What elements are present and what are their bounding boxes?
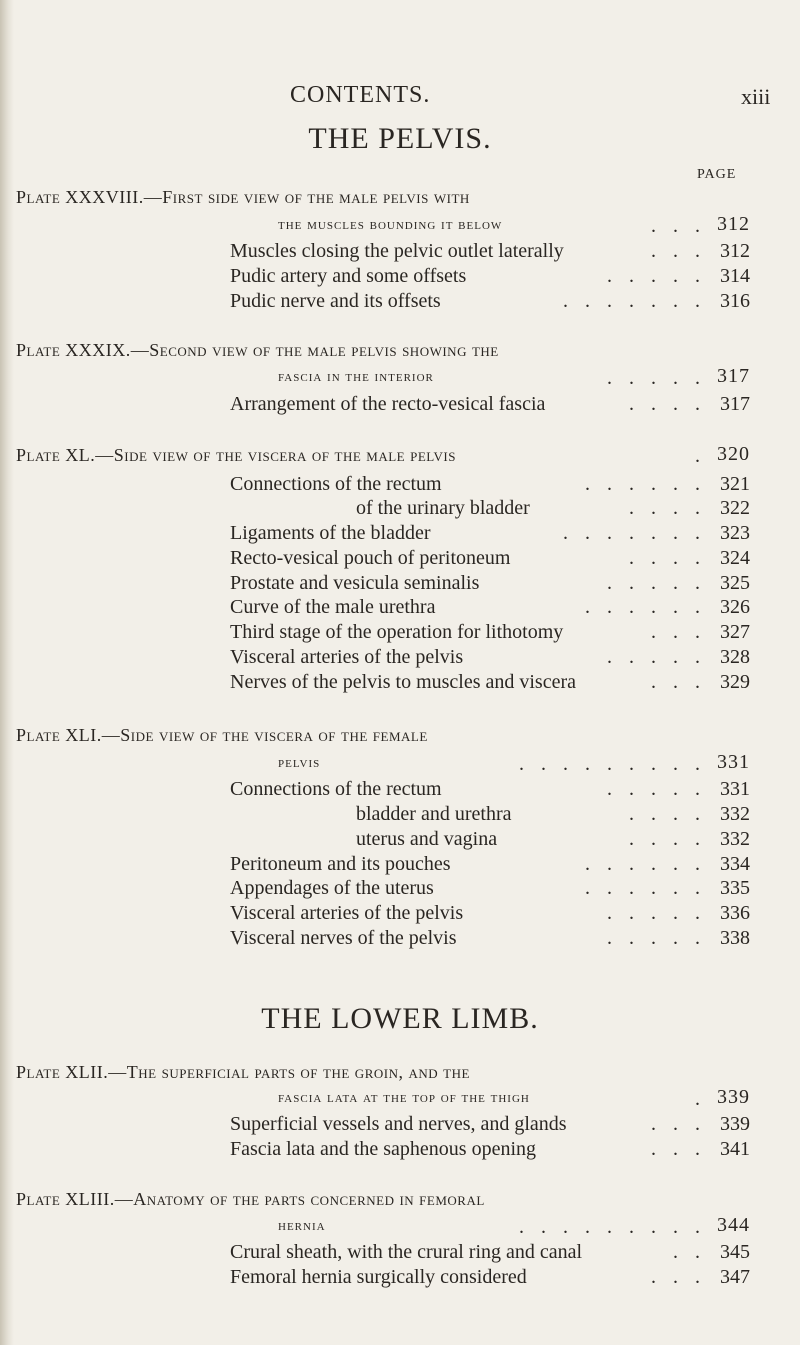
leader-dots: . . xyxy=(673,1241,706,1263)
toc-entry xyxy=(230,646,750,674)
toc-entry xyxy=(356,497,750,525)
toc-entry xyxy=(230,877,750,905)
page-ref: 323 xyxy=(720,522,750,544)
page-ref: 331 xyxy=(717,753,750,773)
toc-entry xyxy=(230,522,750,550)
plate-continuation xyxy=(278,753,750,781)
plate-label: Plate XL. xyxy=(16,445,96,465)
toc-entry xyxy=(230,1241,750,1269)
entry-text: Visceral nerves of the pelvis xyxy=(230,927,457,949)
leader-dots: . . . . . . . . . xyxy=(519,753,706,775)
entry-text: uterus and vagina xyxy=(356,828,498,850)
leader-dots: . . . xyxy=(651,1138,706,1160)
entry-text: Ligaments of the bladder xyxy=(230,522,431,544)
plate-heading xyxy=(16,1189,756,1210)
page-ref: 329 xyxy=(720,671,750,693)
plate-title: —Side view of the viscera of the female xyxy=(101,725,428,745)
toc-entry xyxy=(230,1266,750,1294)
toc-entry xyxy=(230,596,750,624)
toc-entry xyxy=(356,828,750,856)
page-ref: 345 xyxy=(720,1241,750,1263)
plate-continuation xyxy=(278,1216,750,1244)
entry-text: bladder and urethra xyxy=(356,803,512,825)
leader-dots: . . . xyxy=(651,1266,706,1288)
page-ref: 322 xyxy=(720,497,750,519)
page-ref: 328 xyxy=(720,646,750,668)
page-ref: 316 xyxy=(720,290,750,312)
entry-text: Muscles closing the pelvic outlet laterally xyxy=(230,240,564,262)
leader-dots: . . . . . . xyxy=(585,877,706,899)
toc-entry xyxy=(230,621,750,649)
toc-entry xyxy=(230,927,750,955)
entry-text: Peritoneum and its pouches xyxy=(230,853,451,875)
leader-dots: . . . . . xyxy=(607,646,706,668)
page-ref: 332 xyxy=(720,828,750,850)
leader-dots: . xyxy=(695,1088,706,1110)
plate-continuation xyxy=(278,1088,750,1116)
plate-continuation-text: hernia xyxy=(278,1218,326,1234)
plate-continuation-text: fascia lata at the top of the thigh xyxy=(278,1090,530,1106)
leader-dots: . . . . xyxy=(629,393,706,415)
page-ref: 321 xyxy=(720,473,750,495)
toc-entry xyxy=(230,1113,750,1141)
toc-entry xyxy=(230,1138,750,1166)
page-ref: 339 xyxy=(720,1113,750,1135)
plate-continuation xyxy=(278,367,750,395)
leader-dots: . . . . . . . xyxy=(563,290,706,312)
leader-dots: . . . . xyxy=(629,828,706,850)
entry-text: Fascia lata and the saphenous opening xyxy=(230,1138,537,1160)
leader-dots: . . . . . xyxy=(607,367,706,389)
leader-dots: . . . . . . . xyxy=(563,522,706,544)
entry-text: Femoral hernia surgically considered xyxy=(230,1266,527,1288)
running-head xyxy=(0,82,800,112)
leader-dots: . . . xyxy=(651,1113,706,1135)
entry-text: Crural sheath, with the crural ring and canal xyxy=(230,1241,583,1263)
page-ref: 325 xyxy=(720,572,750,594)
leader-dots: . . . xyxy=(651,215,706,237)
page-ref: 312 xyxy=(720,240,750,262)
page-ref: 324 xyxy=(720,547,750,569)
page-ref: 312 xyxy=(717,215,750,235)
entry-text: Visceral arteries of the pelvis xyxy=(230,902,464,924)
plate-title: —Anatomy of the parts concerned in femoral xyxy=(114,1189,485,1209)
page-ref: 338 xyxy=(720,927,750,949)
toc-entry xyxy=(230,240,750,268)
page-ref: 317 xyxy=(720,393,750,415)
plate-continuation xyxy=(278,215,750,243)
plate-label: Plate XXXVIII. xyxy=(16,187,144,207)
leader-dots: . . . . xyxy=(629,497,706,519)
entry-text: Nerves of the pelvis to muscles and viscera xyxy=(230,671,577,693)
leader-dots: . . . . . xyxy=(607,902,706,924)
page-ref: 347 xyxy=(720,1266,750,1288)
leader-dots: . . . . xyxy=(629,803,706,825)
leader-dots: . . . xyxy=(651,621,706,643)
leader-dots: . . . . xyxy=(629,547,706,569)
toc-entry xyxy=(356,803,750,831)
entry-text: Superficial vessels and nerves, and glands xyxy=(230,1113,567,1135)
page-ref: 334 xyxy=(720,853,750,875)
entry-text: Connections of the rectum xyxy=(230,778,442,800)
page-ref: 326 xyxy=(720,596,750,618)
entry-text: Curve of the male urethra xyxy=(230,596,436,618)
plate-heading xyxy=(16,1062,756,1083)
leader-dots: . xyxy=(695,445,706,467)
page-ref: 314 xyxy=(720,265,750,287)
plate-heading xyxy=(16,725,756,746)
entry-text: Recto-vesical pouch of peritoneum xyxy=(230,547,511,569)
plate-page xyxy=(640,445,750,473)
leader-dots: . . . xyxy=(651,671,706,693)
plate-label: Plate XXXIX. xyxy=(16,340,131,360)
page-ref: 320 xyxy=(717,445,750,465)
entry-text: of the urinary bladder xyxy=(356,497,530,519)
leader-dots: . . . . . xyxy=(607,265,706,287)
toc-entry xyxy=(230,547,750,575)
toc-entry xyxy=(230,290,750,318)
leader-dots: . . . xyxy=(651,240,706,262)
toc-entry xyxy=(230,393,750,421)
plate-title: —First side view of the male pelvis with xyxy=(143,187,470,207)
page-ref: 341 xyxy=(720,1138,750,1160)
page-ref: 332 xyxy=(720,803,750,825)
plate-heading xyxy=(16,340,756,361)
toc-entry xyxy=(230,778,750,806)
entry-text: Prostate and vesicula seminalis xyxy=(230,572,480,594)
plate-title: —Second view of the male pelvis showing the xyxy=(130,340,499,360)
plate-continuation-text: pelvis xyxy=(278,755,321,771)
page-ref: 344 xyxy=(717,1216,750,1236)
page-ref: 335 xyxy=(720,877,750,899)
leader-dots: . . . . . xyxy=(607,572,706,594)
plate-title: —The superficial parts of the groin, and the xyxy=(108,1062,470,1082)
leader-dots: . . . . . . xyxy=(585,596,706,618)
plate-heading xyxy=(16,187,756,208)
plate-label: Plate XLI. xyxy=(16,725,102,745)
leader-dots: . . . . . . xyxy=(585,853,706,875)
leader-dots: . . . . . xyxy=(607,927,706,949)
page-ref: 331 xyxy=(720,778,750,800)
toc-entry xyxy=(230,902,750,930)
section-title-lower-limb: THE LOWER LIMB. xyxy=(261,1002,539,1035)
entry-text: Third stage of the operation for lithotomy xyxy=(230,621,564,643)
page-column-label: PAGE xyxy=(697,167,737,182)
plate-label: Plate XLIII. xyxy=(16,1189,115,1209)
entry-text: Connections of the rectum xyxy=(230,473,442,495)
section-title-pelvis: THE PELVIS. xyxy=(308,122,492,155)
entry-text: Visceral arteries of the pelvis xyxy=(230,646,464,668)
page-number: xiii xyxy=(741,84,771,109)
leader-dots: . . . . . xyxy=(607,778,706,800)
toc-entry xyxy=(230,265,750,293)
plate-label: Plate XLII. xyxy=(16,1062,109,1082)
entry-text: Arrangement of the recto-vesical fascia xyxy=(230,393,546,415)
page-ref: 317 xyxy=(717,367,750,387)
plate-title: —Side view of the viscera of the male pelvis xyxy=(95,445,456,465)
page-ref: 339 xyxy=(717,1088,750,1108)
page-ref: 327 xyxy=(720,621,750,643)
plate-continuation-text: the muscles bounding it below xyxy=(278,217,503,233)
entry-text: Pudic artery and some offsets xyxy=(230,265,467,287)
running-title: CONTENTS. xyxy=(290,82,431,108)
entry-text: Pudic nerve and its offsets xyxy=(230,290,441,312)
leader-dots: . . . . . . . . . xyxy=(519,1216,706,1238)
entry-text: Appendages of the uterus xyxy=(230,877,434,899)
page-ref: 336 xyxy=(720,902,750,924)
leader-dots: . . . . . . xyxy=(585,473,706,495)
plate-continuation-text: fascia in the interior xyxy=(278,369,434,385)
toc-entry xyxy=(230,671,750,699)
